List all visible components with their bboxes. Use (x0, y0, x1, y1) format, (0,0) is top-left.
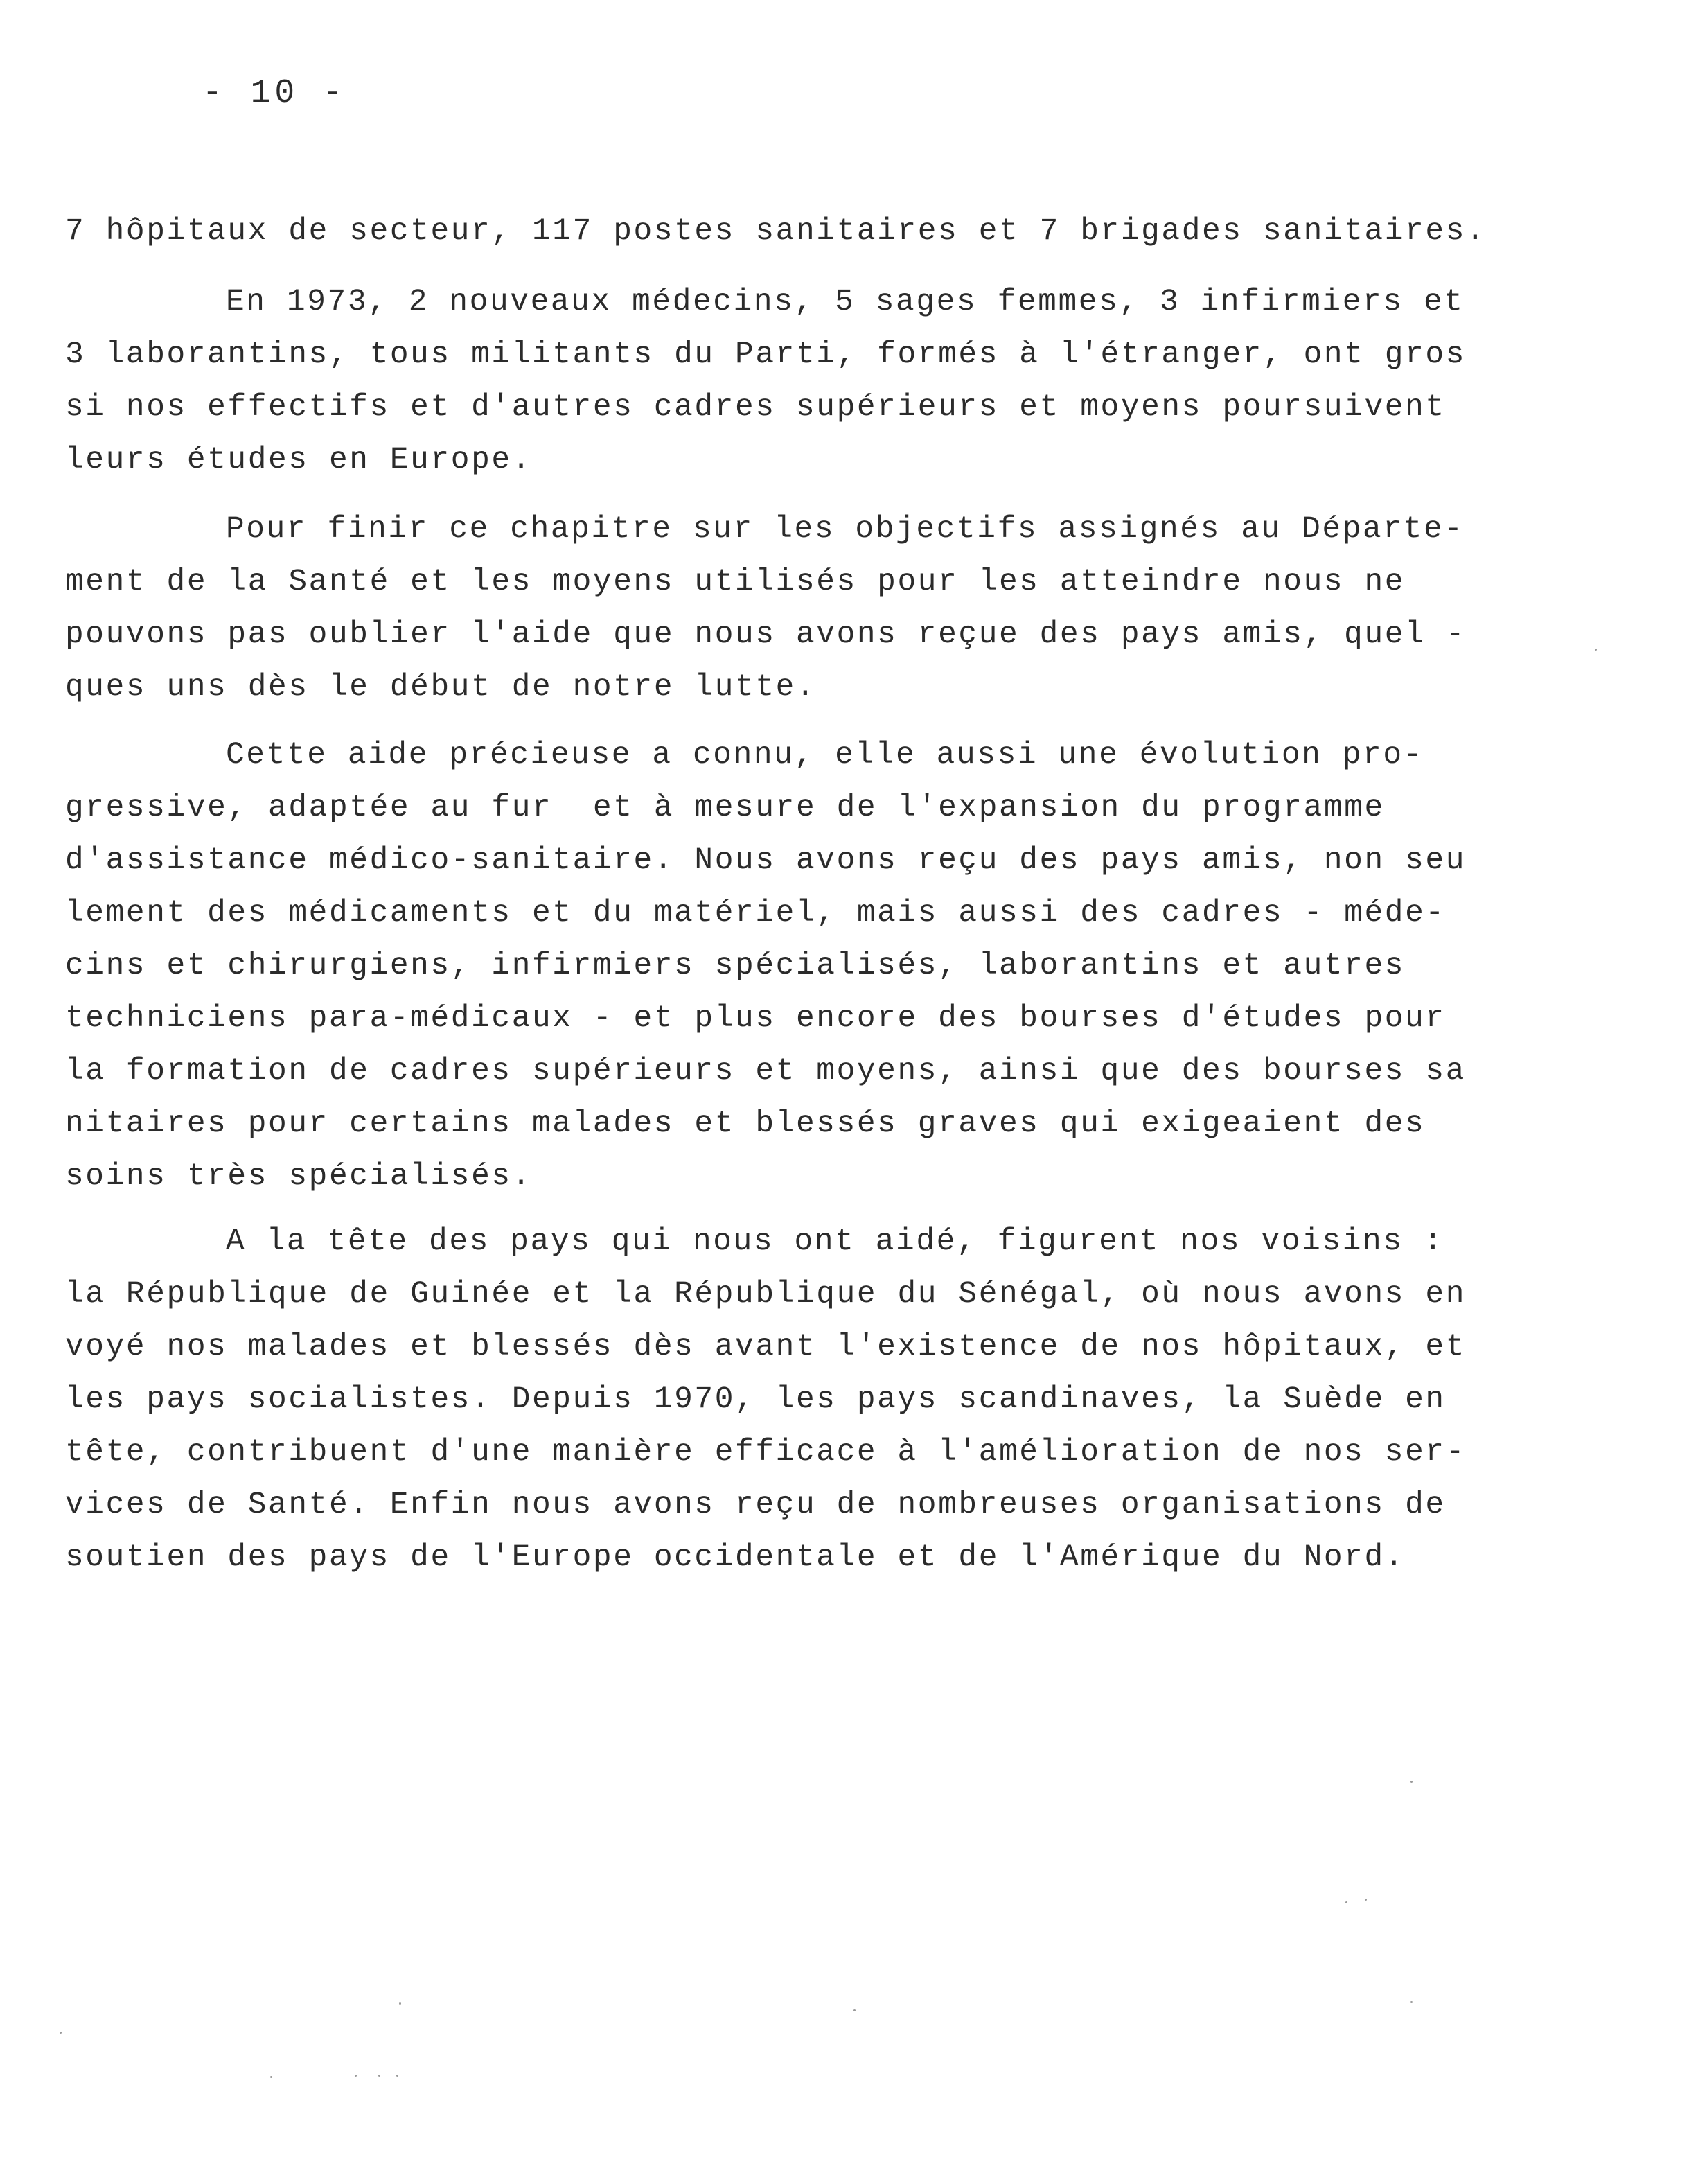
text-line: soutien des pays de l'Europe occidentale et de l'Amérique du Nord. (65, 1540, 1406, 1575)
text-line: leurs études en Europe. (65, 443, 532, 477)
paragraph-aid-evolution (65, 729, 1527, 1203)
scan-speck (60, 2032, 62, 2034)
scan-speck (396, 2075, 398, 2077)
scan-speck (1410, 2001, 1413, 2003)
text-line: ques uns dès le début de notre lutte. (65, 670, 817, 705)
paragraph-supporting-countries (65, 1215, 1527, 1584)
text-line: cins et chirurgiens, infirmiers spécialisés, laborantins et autres (65, 949, 1406, 983)
text-line: techniciens para-médicaux - et plus encore des bourses d'études pour (65, 1001, 1446, 1036)
text-line: soins très spécialisés. (65, 1159, 532, 1194)
text-line: si nos effectifs et d'autres cadres supérieurs et moyens poursuivent (65, 390, 1446, 425)
text-line: tête, contribuent d'une manière efficace à l'amélioration de nos ser- (65, 1435, 1466, 1470)
text-line: nitaires pour certains malades et blessés graves qui exigeaient des (65, 1107, 1426, 1141)
text-line: la formation de cadres supérieurs et moyens, ainsi que des bourses sa (65, 1054, 1466, 1089)
scan-speck (355, 2075, 357, 2077)
text-line: la République de Guinée et la République du Sénégal, où nous avons en (65, 1277, 1466, 1312)
text-line: 7 hôpitaux de secteur, 117 postes sanitaires et 7 brigades sanitaires. (65, 214, 1487, 249)
scan-speck (399, 2002, 401, 2005)
scan-speck (1345, 1901, 1347, 1903)
text-line: A la tête des pays qui nous ont aidé, figurent nos voisins : (226, 1224, 1444, 1259)
text-line: En 1973, 2 nouveaux médecins, 5 sages femmes, 3 infirmiers et (226, 285, 1465, 319)
text-line: d'assistance médico-sanitaire. Nous avons reçu des pays amis, non seu (65, 843, 1466, 878)
scan-speck (1365, 1899, 1367, 1901)
page-number: - 10 - (202, 75, 347, 112)
text-line: lement des médicaments et du matériel, mais aussi des cadres - méde- (65, 896, 1446, 931)
text-line: vices de Santé. Enfin nous avons reçu de nombreuses organisations de (65, 1488, 1446, 1522)
scan-speck (854, 2009, 856, 2011)
text-line: voyé nos malades et blessés dès avant l'existence de nos hôpitaux, et (65, 1330, 1466, 1364)
paragraph-hospitals-summary (65, 205, 1527, 258)
text-line: pouvons pas oublier l'aide que nous avons reçue des pays amis, quel - (65, 617, 1466, 652)
text-line: ment de la Santé et les moyens utilisés pour les atteindre nous ne (65, 565, 1406, 599)
scan-speck (1595, 649, 1597, 651)
text-line: Cette aide précieuse a connu, elle aussi une évolution pro- (226, 738, 1424, 773)
scan-speck (378, 2075, 380, 2077)
scan-speck (270, 2076, 272, 2078)
text-line: 3 laborantins, tous militants du Parti, formés à l'étranger, ont gros (65, 337, 1466, 372)
scan-speck (1410, 1781, 1413, 1783)
text-line: Pour finir ce chapitre sur les objectifs assignés au Départe- (226, 512, 1465, 547)
paragraph-new-medical-staff (65, 276, 1527, 486)
text-line: les pays socialistes. Depuis 1970, les pays scandinaves, la Suède en (65, 1382, 1446, 1417)
text-line: gressive, adaptée au fur et à mesure de l'expansion du programme (65, 791, 1385, 825)
paragraph-foreign-aid-intro (65, 503, 1527, 714)
